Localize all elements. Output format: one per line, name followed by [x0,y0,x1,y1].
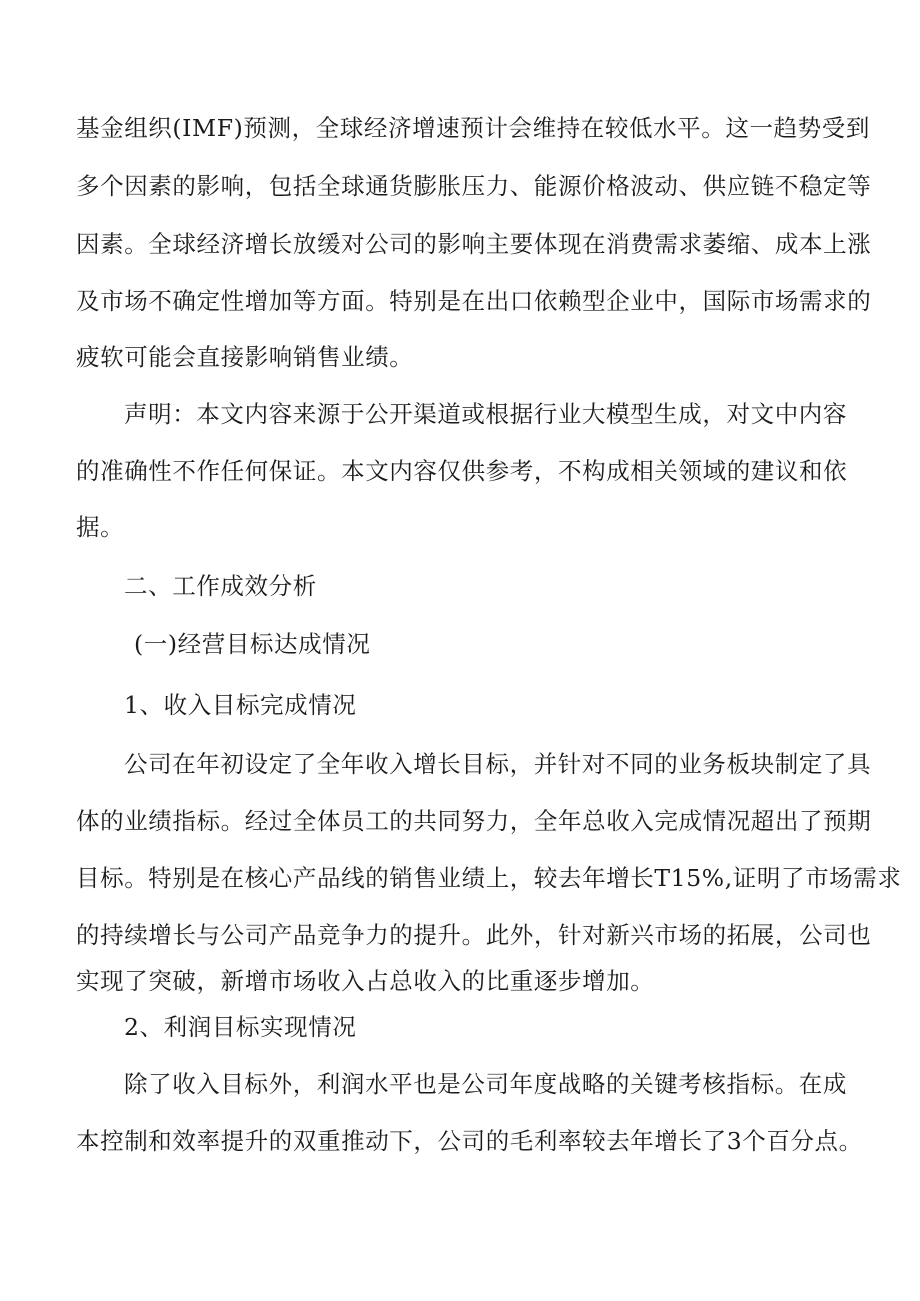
paragraph-1-line-2: 多个因素的影响，包括全球通货膨胀压力、能源价格波动、供应链不稳定等 [76,172,872,200]
paragraph-2-line-5: 实现了突破，新增市场收入占总收入的比重逐步增加。 [76,967,655,995]
paragraph-1-line-1: 基金组织(IMF)预测，全球经济增速预计会维持在较低水平。这一趋势受到 [76,114,870,142]
paragraph-2-line-4: 的持续增长与公司产品竞争力的提升。此外，针对新兴市场的拓展，公司也 [76,921,872,949]
disclaimer-line-1: 声明：本文内容来源于公开渠道或根据行业大模型生成，对文中内容 [124,400,847,428]
paragraph-1-line-5: 疲软可能会直接影响销售业绩。 [76,343,414,371]
item-2-heading: 2、利润目标实现情况 [124,1013,357,1041]
paragraph-1-line-4: 及市场不确定性增加等方面。特别是在出口依赖型企业中，国际市场需求的 [76,287,872,315]
paragraph-3-line-2: 本控制和效率提升的双重推动下，公司的毛利率较去年增长了3个百分点。 [76,1127,863,1155]
paragraph-1-line-3: 因素。全球经济增长放缓对公司的影响主要体现在消费需求萎缩、成本上涨 [76,230,872,258]
paragraph-2-line-3: 目标。特别是在核心产品线的销售业绩上，较去年增长T15%,证明了市场需求 [76,864,902,892]
subsection-heading: (一)经营目标达成情况 [134,630,371,658]
disclaimer-line-2: 的准确性不作任何保证。本文内容仅供参考，不构成相关领域的建议和依 [76,457,848,485]
section-heading: 二、工作成效分析 [124,572,317,600]
disclaimer-line-3: 据。 [76,513,125,541]
paragraph-2-line-2: 体的业绩指标。经过全体员工的共同努力，全年总收入完成情况超出了预期 [76,807,872,835]
paragraph-2-line-1: 公司在年初设定了全年收入增长目标，并针对不同的业务板块制定了具 [124,750,872,778]
item-1-heading: 1、收入目标完成情况 [124,691,357,719]
paragraph-3-line-1: 除了收入目标外，利润水平也是公司年度战略的关键考核指标。在成 [124,1070,847,1098]
